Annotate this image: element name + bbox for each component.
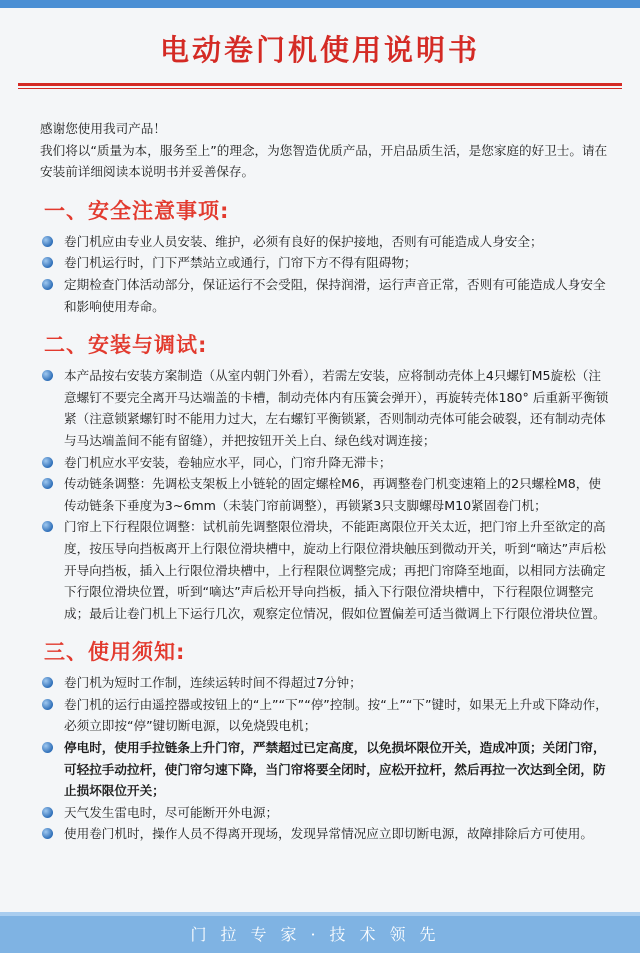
intro-block <box>40 118 612 183</box>
list-item <box>40 516 612 624</box>
bullet-icon <box>42 742 53 753</box>
list-item-text: 停电时，使用手拉链条上升门帘，严禁超过已定高度，以免损坏限位开关，造成冲顶；关闭门帘，可轻拉手动拉杆，使门帘匀速下降，当门帘将要全闭时，应松开拉杆，然后再拉一次达到全闭，防止损坏限位开关； <box>64 740 606 799</box>
list-item <box>40 365 612 451</box>
bullet-icon <box>42 828 53 839</box>
list-item-text: 卷门机应水平安装，卷轴应水平，同心，门帘升降无滞卡； <box>64 454 392 470</box>
list-item <box>40 274 612 317</box>
top-color-bar <box>0 0 640 8</box>
list-item <box>40 694 612 737</box>
list-item <box>40 672 612 694</box>
list-item-text: 门帘上下行程限位调整：试机前先调整限位滑块，不能距离限位开关太近，把门帘上升至欲定的高度，按压导向挡板离开上行限位滑块槽中，旋动上行限位滑块触压到微动开关，听到“嘀达”声后松开导向挡板，插入上行限位滑块槽中，上行程限位调整完成；再把门帘降至地面，以相同方法确定下行限位滑块位置，听到“嘀达”声后松开导向挡板，插入下行限位滑块槽中，下行程限位调整完成；最后让卷门机上下运行几次，观察定位情况，假如位置偏差可适当微调上下行限位滑块位置。 <box>64 519 606 621</box>
bullet-icon <box>42 457 53 468</box>
intro-text: 我们将以“质量为本，服务至上”的理念，为您智造优质产品，开启品质生活，是您家庭的好卫士。请在安装前详细阅读本说明书并妥善保存。 <box>40 142 608 180</box>
page-title: 电动卷门机使用说明书 <box>159 33 480 67</box>
list-item <box>40 802 612 824</box>
list-item-text: 定期检查门体活动部分，保证运行不会受阻，保持润滑，运行声音正常，否则有可能造成人身安全和影响使用寿命。 <box>64 276 606 314</box>
list-item <box>40 452 612 474</box>
list-item-text: 卷门机应由专业人员安装、维护，必须有良好的保护接地，否则有可能造成人身安全； <box>64 233 543 249</box>
section-install <box>40 331 612 624</box>
title-underline-thin <box>18 88 622 89</box>
list-item-text: 天气发生雷电时，尽可能断开外电源； <box>64 804 279 820</box>
install-list <box>40 365 612 624</box>
bullet-icon <box>42 677 53 688</box>
bullet-icon <box>42 279 53 290</box>
list-item <box>40 252 612 274</box>
list-item <box>40 473 612 516</box>
section-safety <box>40 197 612 317</box>
title-container <box>0 28 640 69</box>
bullet-icon <box>42 521 53 532</box>
section-usage <box>40 638 612 845</box>
manual-body <box>40 118 612 859</box>
section-heading: 二、安装与调试: <box>44 333 208 358</box>
list-item-text: 卷门机为短时工作制，连续运转时间不得超过7分钟； <box>64 675 362 691</box>
list-item-text: 本产品按右安装方案制造（从室内朝门外看），若需左安装，应将制动壳体上4只螺钉M5旋松（注意螺钉不要完全离开马达端盖的卡槽，制动壳体内有压簧会弹开），再旋转壳体180° 后重新平衡锁紧（注意锁紧螺钉时不能用力过大，左右螺钉平衡锁紧，否则制动壳体可能会破裂，还有制动壳体与马达端盖间不能有留缝），并把按钮开关上白、绿色线对调连接； <box>64 368 609 448</box>
bullet-icon <box>42 370 53 381</box>
bullet-icon <box>42 236 53 247</box>
intro-greeting: 感谢您使用我司产品！ <box>40 121 166 136</box>
usage-list <box>40 672 612 845</box>
section-heading: 一、安全注意事项: <box>44 198 230 223</box>
list-item-text: 卷门机的运行由遥控器或按钮上的“上”“下”“停”控制。按“上”“下”键时，如果无上升或下降动作，必须立即按“停”键切断电源，以免烧毁电机； <box>64 696 608 734</box>
safety-list <box>40 231 612 317</box>
list-item <box>40 823 612 845</box>
bullet-icon <box>42 807 53 818</box>
bullet-icon <box>42 478 53 489</box>
list-item <box>40 231 612 253</box>
list-item-text: 使用卷门机时，操作人员不得离开现场，发现异常情况应立即切断电源，故障排除后方可使用。 <box>64 826 593 842</box>
bullet-icon <box>42 257 53 268</box>
title-underline <box>18 83 622 86</box>
bullet-icon <box>42 699 53 710</box>
footer-slogan: 门拉专家·技术领先 <box>0 916 640 953</box>
list-item-text: 卷门机运行时，门下严禁站立或通行，门帘下方不得有阻碍物； <box>64 255 417 271</box>
section-heading: 三、使用须知: <box>44 640 186 665</box>
list-item <box>40 737 612 802</box>
list-item-text: 传动链条调整：先调松支架板上小链轮的固定螺栓M6，再调整卷门机变速箱上的2只螺栓M8，使传动链条下垂度为3~6mm（未装门帘前调整），再锁紧3只支脚螺母M10紧固卷门机； <box>64 476 601 513</box>
